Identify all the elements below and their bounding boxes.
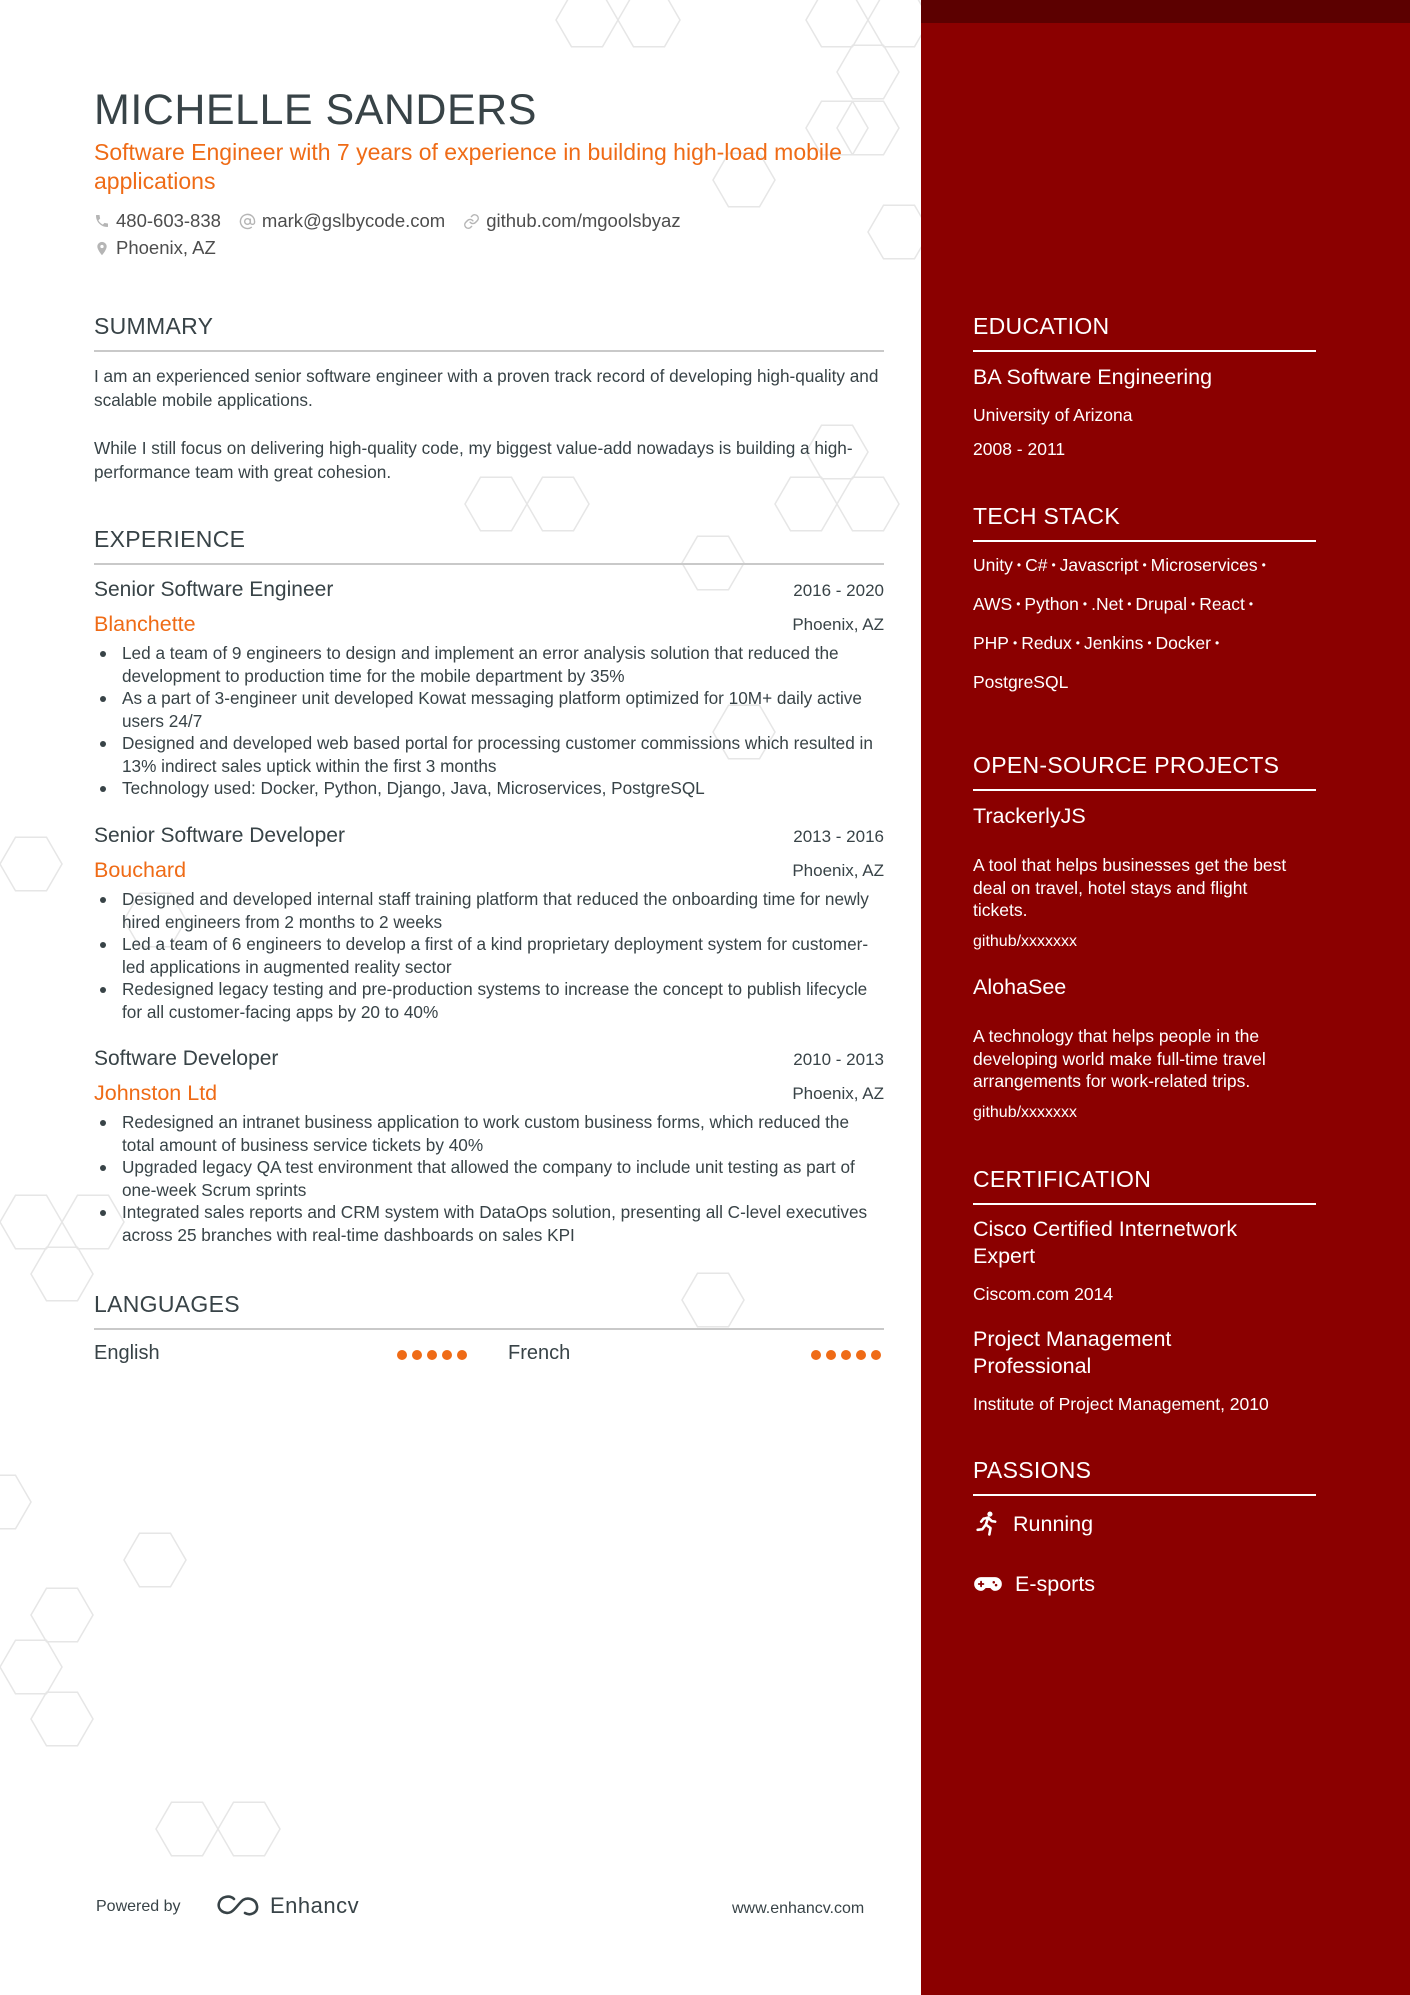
job-dates: 2016 - 2020 — [793, 581, 884, 600]
tech-item: Redux — [1021, 633, 1072, 653]
language-name: French — [508, 1342, 571, 1364]
tech-stack-heading: TECH STACK — [973, 503, 1316, 542]
job-bullet: Integrated sales reports and CRM system with DataOps solution, presenting all C-level executives across 25 branches with real-time dashboards on sales KPI — [94, 1201, 884, 1246]
job-company: Johnston Ltd — [94, 1081, 218, 1105]
job-bullets — [94, 1111, 884, 1246]
language-level-dot — [427, 1350, 437, 1360]
tech-stack-line — [973, 633, 1223, 654]
education-school: University of Arizona — [973, 405, 1133, 425]
tech-item: React — [1199, 594, 1245, 614]
brand-name: Enhancv — [270, 1893, 360, 1918]
contact-email[interactable] — [239, 210, 445, 232]
tech-item: Python — [1024, 594, 1079, 614]
hexagon-shape — [0, 1195, 62, 1249]
contact-info — [94, 208, 699, 262]
hexagon-shape — [806, 0, 868, 47]
location-text: Phoenix, AZ — [116, 237, 216, 258]
tech-item: C# — [1025, 555, 1048, 575]
project-description: A technology that helps people in the developing world make full-time travel arrangements for work-related trips. — [973, 1026, 1266, 1091]
certification-heading: CERTIFICATION — [973, 1166, 1316, 1205]
hexagon-shape — [31, 1588, 93, 1642]
language-level-dot — [871, 1350, 881, 1360]
job-bullet: Technology used: Docker, Python, Django, Java, Microservices, PostgreSQL — [94, 777, 884, 800]
certification-issuer: Institute of Project Management, 2010 — [973, 1394, 1269, 1414]
tech-item: AWS — [973, 594, 1013, 614]
job-company: Bouchard — [94, 858, 187, 882]
language-level-dots — [397, 1350, 467, 1360]
gamepad-icon — [973, 1570, 1003, 1598]
tech-item: Jenkins — [1083, 633, 1144, 653]
job-bullets — [94, 642, 884, 800]
job-bullet: Designed and developed web based portal for processing customer commissions which resulted in 13% indirect sales uptick within the first 3 months — [94, 732, 884, 777]
hexagon-shape — [868, 0, 921, 47]
passion-label: Running — [1013, 1511, 1094, 1536]
link-text: github.com/mgoolsbyaz — [486, 210, 681, 231]
tech-separator: • — [1214, 636, 1220, 650]
hexagon-shape — [775, 477, 837, 531]
job-location: Phoenix, AZ — [792, 1084, 884, 1103]
hexagon-shape — [556, 0, 618, 47]
passions-heading: PASSIONS — [973, 1457, 1316, 1496]
tech-separator: • — [1016, 597, 1021, 611]
project-name: AlohaSee — [973, 975, 1067, 999]
language-level-dot — [811, 1350, 821, 1360]
languages-list — [94, 1342, 884, 1370]
sidebar-top-bar — [921, 0, 1410, 23]
candidate-name: MICHELLE SANDERS — [94, 86, 537, 134]
summary-paragraph: While I still focus on delivering high-quality code, my biggest value-add nowadays is building a high-performance team with great cohesion. — [94, 438, 853, 482]
job-dates: 2010 - 2013 — [793, 1050, 884, 1069]
sidebar — [921, 0, 1410, 1995]
contact-location — [94, 237, 216, 259]
tech-item: PHP — [973, 633, 1009, 653]
job-bullet: As a part of 3-engineer unit developed Kowat messaging platform optimized for 10M+ daily active users 24/7 — [94, 687, 884, 732]
passion-item — [973, 1570, 1095, 1598]
project-name: TrackerlyJS — [973, 804, 1086, 828]
tech-separator: • — [1142, 558, 1147, 572]
language-level-dot — [442, 1350, 452, 1360]
tech-item: Javascript — [1059, 555, 1139, 575]
tech-item: Docker — [1155, 633, 1211, 653]
hexagon-shape — [156, 1802, 218, 1856]
contact-phone[interactable] — [94, 210, 221, 232]
education-dates: 2008 - 2011 — [973, 439, 1066, 459]
tech-separator: • — [1147, 636, 1152, 650]
hexagon-shape — [837, 477, 899, 531]
hexagon-shape — [618, 0, 680, 47]
at-sign-icon — [239, 213, 256, 230]
tech-separator: • — [1051, 558, 1056, 572]
language-level-dot — [397, 1350, 407, 1360]
tech-separator: • — [1016, 558, 1022, 572]
hexagon-shape — [124, 1533, 186, 1587]
enhancv-logo-icon — [214, 1894, 262, 1918]
tech-separator: • — [1248, 597, 1254, 611]
certification-name: Project Management Professional — [973, 1327, 1172, 1378]
certification-issuer: Ciscom.com 2014 — [973, 1284, 1114, 1304]
project-description: A tool that helps businesses get the best deal on travel, hotel stays and flight tickets. — [973, 855, 1287, 920]
tech-stack-line — [973, 555, 1270, 576]
hexagon-shape — [868, 205, 921, 259]
education-degree: BA Software Engineering — [973, 365, 1213, 389]
hexagon-shape — [0, 1640, 62, 1694]
tech-item: PostgreSQL — [973, 672, 1069, 692]
languages-heading: LANGUAGES — [94, 1291, 884, 1330]
hexagon-shape — [31, 1692, 93, 1746]
powered-by-label: Powered by — [96, 1898, 181, 1915]
language-level-dot — [856, 1350, 866, 1360]
language-level-dot — [841, 1350, 851, 1360]
tech-item: Microservices — [1150, 555, 1258, 575]
hexagon-shape — [465, 477, 527, 531]
candidate-tagline: Software Engineer with 7 years of experience in building high-load mobile applications — [94, 139, 842, 194]
job-location: Phoenix, AZ — [792, 861, 884, 880]
hexagon-shape — [837, 45, 899, 99]
language-level-dot — [412, 1350, 422, 1360]
hexagon-shape — [0, 1475, 31, 1529]
language-level-dot — [826, 1350, 836, 1360]
language-level-dots — [811, 1350, 881, 1360]
location-pin-icon — [94, 240, 110, 257]
phone-icon — [94, 213, 110, 229]
hexagon-shape — [31, 1247, 93, 1301]
tech-separator: • — [1082, 597, 1088, 611]
project-link[interactable]: github/xxxxxxx — [973, 1104, 1078, 1121]
footer-url[interactable]: www.enhancv.com — [732, 1900, 865, 1917]
job-bullet: Redesigned an intranet business application to work custom business forms, which reduced the total amount of business service tickets by 40% — [94, 1111, 884, 1156]
job-title: Software Developer — [94, 1047, 279, 1070]
job-location: Phoenix, AZ — [792, 615, 884, 634]
tech-item: Unity — [973, 555, 1013, 575]
hexagon-shape — [0, 837, 62, 891]
job-bullet: Redesigned legacy testing and pre-production systems to increase the concept to publish lifecycle for all customer-facing apps by 20 to 40% — [94, 978, 884, 1023]
running-icon — [973, 1510, 1001, 1538]
tech-separator: • — [1012, 636, 1018, 650]
projects-heading: OPEN-SOURCE PROJECTS — [973, 752, 1316, 791]
passion-label: E-sports — [1015, 1571, 1096, 1596]
job-bullet: Designed and developed internal staff training platform that reduced the onboarding time for newly hired engineers from 2 months to 2 weeks — [94, 888, 884, 933]
tech-item: Drupal — [1135, 594, 1187, 614]
experience-heading: EXPERIENCE — [94, 526, 884, 565]
project-link[interactable]: github/xxxxxxx — [973, 933, 1078, 950]
summary-paragraph: I am an experienced senior software engineer with a proven track record of developing high-quality and scalable mobile applications. — [94, 366, 879, 410]
language-level-dot — [457, 1350, 467, 1360]
summary-heading: SUMMARY — [94, 313, 884, 352]
tech-separator: • — [1261, 558, 1266, 572]
passion-item — [973, 1510, 1093, 1538]
link-icon — [463, 213, 480, 230]
hexagon-shape — [218, 1802, 280, 1856]
phone-text: 480-603-838 — [116, 210, 221, 231]
tech-stack-line — [973, 672, 1068, 693]
job-bullet: Upgraded legacy QA test environment that allowed the company to include unit testing as part of one-week Scrum sprints — [94, 1156, 884, 1201]
certification-name: Cisco Certified Internetwork Expert — [973, 1217, 1238, 1268]
education-heading: EDUCATION — [973, 313, 1316, 352]
job-title: Senior Software Developer — [94, 824, 345, 847]
tech-item: .Net — [1091, 594, 1124, 614]
email-text: mark@gslbycode.com — [261, 210, 446, 231]
job-bullet: Led a team of 9 engineers to design and implement an error analysis solution that reduced the development to production time for the mobile department by 35% — [94, 642, 884, 687]
contact-link[interactable] — [463, 210, 680, 232]
tech-separator: • — [1127, 597, 1132, 611]
job-company: Blanchette — [94, 612, 196, 636]
tech-stack-line — [973, 594, 1257, 615]
tech-separator: • — [1075, 636, 1080, 650]
language-name: English — [94, 1342, 160, 1364]
job-bullets — [94, 888, 884, 1023]
tech-separator: • — [1190, 597, 1196, 611]
enhancv-logo[interactable] — [214, 1893, 359, 1919]
hexagon-shape — [527, 477, 589, 531]
job-dates: 2013 - 2016 — [793, 827, 884, 846]
job-title: Senior Software Engineer — [94, 578, 334, 601]
job-bullet: Led a team of 6 engineers to develop a first of a kind proprietary deployment system for customer-led applications in augmented reality sector — [94, 933, 884, 978]
